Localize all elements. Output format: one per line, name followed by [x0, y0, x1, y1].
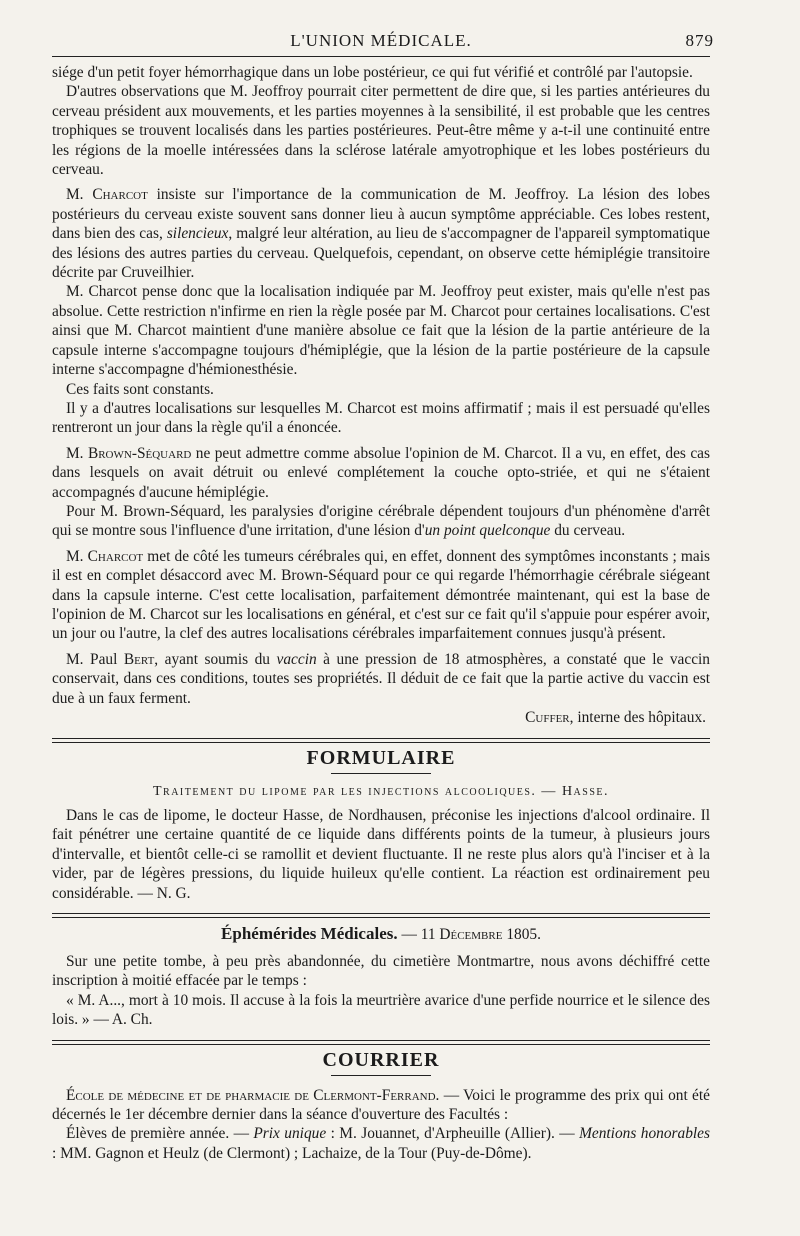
text-run: M. Paul — [66, 650, 124, 668]
speaker-name: M. Charcot — [66, 547, 144, 565]
section-divider — [52, 913, 710, 918]
paragraph-paul-bert — [52, 650, 710, 708]
formulaire-body: Dans le cas de lipome, le docteur Hasse, de Nordhausen, préconise les injections d'alcool ordinaire. Il fait pénétrer une certaine quantité de ce liquide dans différents points de la tumeur, à plusieurs jours d'intervalle, et bientôt celle-ci se ramollit et devient fluctuante. Il ne reste plus alors qu'à l'inciser et à la vider, par de légères pressions, du liquide huileux qu'elle contient. La réaction est ordinairement peu considérable. — N. G. — [52, 807, 710, 902]
paragraph-autres-localisations: Il y a d'autres localisations sur lesquelles M. Charcot est moins affirmatif ; mais il est persuadé qu'elles rentreront un jour dans la règle qu'il a énoncée. — [52, 399, 710, 437]
speaker-name: Bert — [123, 650, 155, 668]
section-divider — [52, 1040, 710, 1045]
text-run: : MM. Gagnon et Heulz (de Clermont) ; Lachaize, de la Tour (Puy-de-Dôme). — [52, 1144, 532, 1162]
ephemerides-inscription: « M. A..., mort à 10 mois. Il accuse à la fois la meurtrière avarice d'une perfide nourrice et le silence des lois. » — A. Ch. — [52, 991, 710, 1029]
text-run: met de côté les tumeurs cérébrales qui, en effet, donnent des symptômes inconstants ; mais il est en complet désaccord avec M. Brown-Séquard pour ce qui regarde l'hémorrhagie cérébrale siégeant dans la capsule interne. C'est cette localisation, parfaitement démontrée maintenant, qui est la base de l'opinion de M. Charcot sur les localisations en général, et c'est sur ce fait qu'il s'appuie pour espérer avoir, un jour ou l'autre, la clef des autres localisations cérébrales imparfaitement connues jusqu'à présent. — [52, 547, 710, 643]
italic-run: un point quelconque — [424, 522, 551, 540]
italic-run: silencieux — [166, 225, 229, 243]
courrier-prizes — [52, 1124, 710, 1163]
text-run: insiste sur l'importance de la communication de M. Jeoffroy. La lésion des lobes postérieurs du cerveau existe souvent sans donner lieu à aucun symptôme appréciable. Ces lobes restent, dans bien des cas, — [52, 186, 710, 243]
text-run: — Voici le programme des prix qui ont été décernés le 1er décembre dernier dans la séance d'ouverture des Facultés : — [52, 1086, 710, 1124]
paragraph-charcot-insiste — [52, 185, 710, 282]
subhead-author: Hasse. — [561, 784, 610, 799]
ephemerides-title — [52, 924, 710, 944]
text-run: Élèves de première année. — — [66, 1125, 254, 1143]
school-name: École de médecine et de pharmacie de Clermont-Ferrand. — [66, 1086, 440, 1104]
section-divider — [52, 738, 710, 743]
title-underline — [331, 773, 431, 774]
formulaire-subhead — [52, 784, 710, 800]
formulaire-title: FORMULAIRE — [306, 747, 456, 769]
ephemerides-month: Décembre — [439, 926, 503, 944]
title-underline — [331, 1075, 431, 1076]
running-head — [52, 26, 714, 56]
paragraph-paralysies — [52, 502, 710, 541]
text-run: , malgré leur altération, au lieu de s'accompagner de l'appareil symptomatique des lésions des autres parties du cerveau. Quelquefois, cependant, on observe cette hémiplégie transitoire décrite par Cruveilhier. — [52, 225, 710, 282]
text-run: du cerveau. — [550, 522, 626, 540]
page-number: 879 — [685, 31, 714, 50]
text-run: — 11 — [397, 926, 440, 944]
courrier-paragraph — [52, 1086, 710, 1125]
italic-run: Prix unique — [253, 1125, 327, 1143]
signature-rest: , interne des hôpitaux. — [569, 709, 706, 726]
speaker-name: M. Brown-Séquard — [66, 444, 192, 462]
text-run: Pour M. Brown-Séquard, les paralysies d'origine cérébrale dépendent toujours d'un phénomène d'arrêt qui se montre sous l'influence d'une irritation, d'une lésion d' — [52, 502, 710, 540]
signature-name: Cuffer — [525, 709, 570, 726]
italic-run: vaccin — [276, 650, 317, 668]
italic-run: Mentions honorables — [579, 1125, 711, 1143]
text-run: : M. Jouannet, d'Arpheuille (Allier). — — [326, 1125, 580, 1143]
ephemerides-heading: Éphémérides Médicales. — [221, 924, 398, 944]
paragraph-charcot-pense: M. Charcot pense donc que la localisation indiquée par M. Jeoffroy peut exister, mais qu'elle n'est pas absolue. Cette restriction n'infirme en rien la règle posée par M. Charcot pour certaines localisations. C'est ainsi que M. Charcot maintient d'une manière absolue ce fait que la lésion de la partie antérieure de la capsule interne s'accompagne toujours d'hémiplégie, que la lésion de la partie postérieure de la capsule interne s'accompagne d'hémionesthésie. — [52, 283, 710, 379]
paragraph-jeoffroy-observations: D'autres observations que M. Jeoffroy pourrait citer permettent de dire que, si les parties antérieures du cerveau président aux mouvements, et les parties moyennes à la sensibilité, il est probable que les centres trophiques se trouvent localisés dans les parties postérieures. Peut-être même y a-t-il une continuité entre les régions de la moelle intéressées dans la sclérose latérale amyotrophique et les lobes postérieurs du cerveau. — [52, 83, 710, 179]
speaker-name: M. Charcot — [66, 186, 148, 204]
paragraph-brown-sequard — [52, 444, 710, 502]
text-run: , ayant soumis du — [154, 650, 277, 668]
paragraph-charcot-tumeurs — [52, 547, 710, 644]
text-run: à une pression de 18 atmosphères, a constaté que le vaccin conservait, dans ces conditions, toutes ses propriétés. Il déduit de ce fait que la partie active du vaccin est due à un faux ferment. — [52, 650, 710, 707]
header-rule — [52, 56, 710, 57]
paragraph-faits-constants: Ces faits sont constants. — [66, 380, 214, 398]
text-run: ne peut admettre comme absolue l'opinion de M. Charcot. Il a vu, en effet, des cas dans lesquels on avait détruit ou enlevé complétement la couche opto-striée, et qui ne s'étaient accompagnés d'aucune hémiplégie. — [52, 444, 710, 501]
subhead-text: Traitement du lipome par les injections alcooliques. — — [152, 784, 562, 799]
ephemerides-paragraph: Sur une petite tombe, à peu près abandonnée, du cimetière Montmartre, nous avons déchiffré cette inscription à moitié effacée par le temps : — [52, 953, 710, 990]
signature — [52, 708, 710, 728]
paragraph-autopsy: siége d'un petit foyer hémorrhagique dans un lobe postérieur, ce qui fut vérifié et contrôlé par l'autopsie. — [52, 64, 693, 81]
ephemerides-year: 1805. — [502, 926, 541, 944]
courrier-title: COURRIER — [322, 1048, 440, 1071]
journal-title: L'UNION MÉDICALE. — [290, 31, 472, 50]
